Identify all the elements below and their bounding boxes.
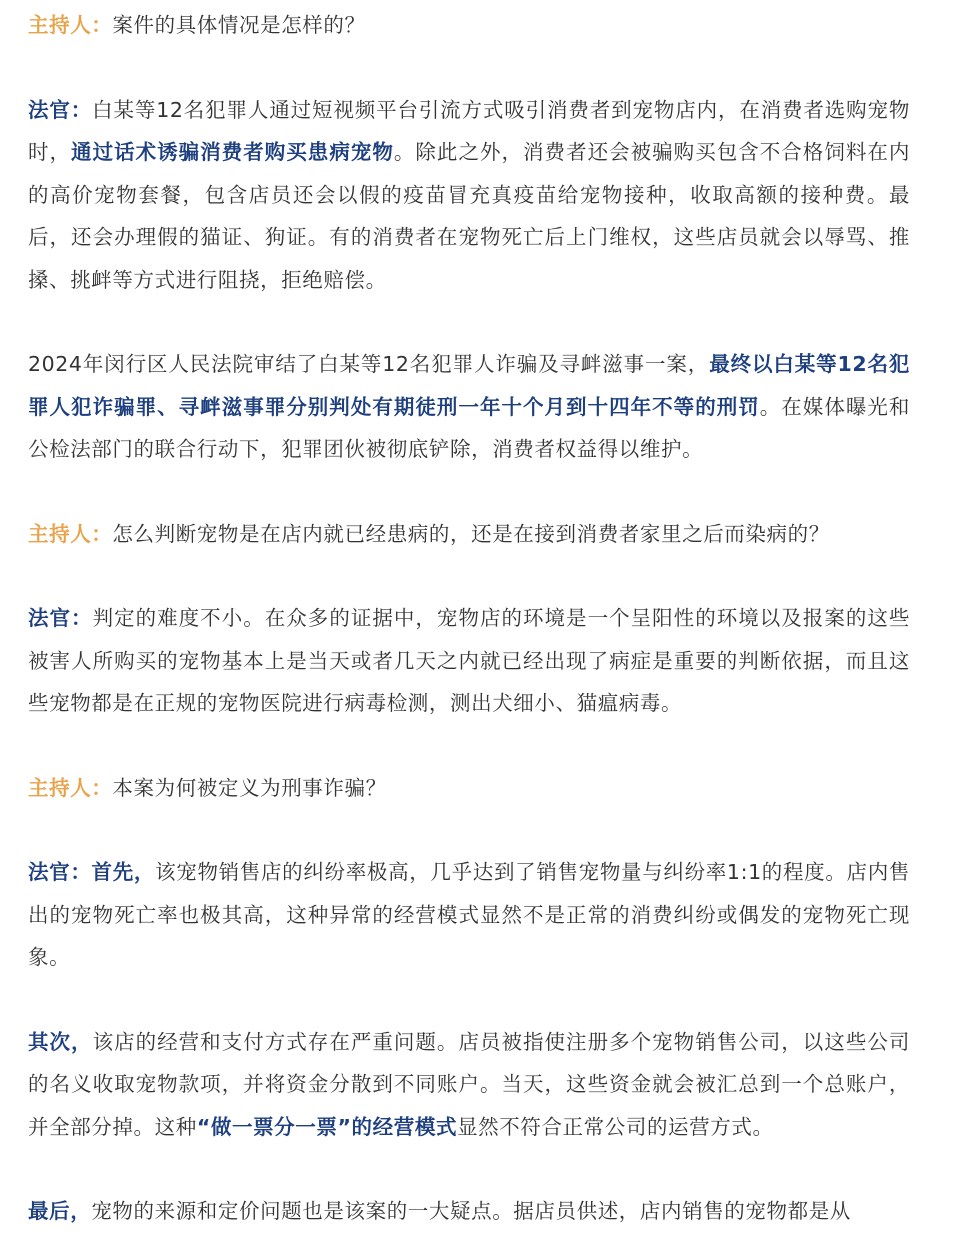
paragraph-third-point bbox=[28, 1190, 910, 1233]
paragraph-host-question-3 bbox=[28, 767, 910, 810]
paragraph-text: 该店的经营和支付方式存在严重问题。店员被指使注册多个宠物销售公司，以这些公司的名义收取宠物款项，并将资金分散到不同账户。当天，这些资金就会被汇总到一个总账户，并全部分掉。这种 bbox=[28, 1029, 910, 1139]
paragraph-text: 2024年闵行区人民法院审结了白某等12名犯罪人诈骗及寻衅滋事一案， bbox=[28, 352, 710, 376]
paragraph-judge-answer-1 bbox=[28, 89, 910, 302]
highlight-text: 最终以白某等12名犯罪人犯诈骗罪、寻衅滋事罪分别判处有期徒刑一年十个月到十四年不等的刑罚 bbox=[28, 352, 911, 419]
paragraph-text: 怎么判断宠物是在店内就已经患病的，还是在接到消费者家里之后而染病的？ bbox=[112, 521, 830, 546]
paragraph-judge-answer-2 bbox=[28, 597, 910, 725]
paragraph-text: 。在媒体曝光和公检法部门的联合行动下，犯罪团伙被彻底铲除，消费者权益得以维护。 bbox=[28, 394, 910, 461]
speaker-label-judge: 法官： bbox=[28, 860, 92, 884]
paragraph-text: 。除此之外，消费者还会被骗购买包含不合格饲料在内的高价宠物套餐，包含店员还会以假的疫苗冒充真疫苗给宠物接种，收取高额的接种费。最后，还会办理假的猫证、狗证。有的消费者在宠物死亡后上门维权，这些店员就会以辱骂、推搡、挑衅等方式进行阻挠，拒绝赔偿。 bbox=[28, 140, 911, 292]
highlight-text: “做一票分一票”的经营模式 bbox=[196, 1114, 458, 1139]
paragraph-text: 判定的难度不小。在众多的证据中，宠物店的环境是一个呈阳性的环境以及报案的这些被害人所购买的宠物基本上是当天或者几天之内就已经出现了病症是重要的判断依据，而且这些宠物都是在正规的宠物医院进行病毒检测，测出犬细小、猫瘟病毒。 bbox=[28, 606, 910, 715]
paragraph-host-question-1 bbox=[28, 4, 910, 47]
highlight-text: 通过话术诱骗消费者购买患病宠物 bbox=[71, 140, 394, 164]
highlight-text: 最后， bbox=[28, 1199, 92, 1223]
speaker-label-host: 主持人： bbox=[28, 13, 113, 37]
highlight-text: 首先， bbox=[91, 860, 156, 884]
highlight-text: 其次， bbox=[28, 1029, 93, 1054]
paragraph-judge-answer-3 bbox=[28, 851, 910, 979]
paragraph-host-question-2 bbox=[28, 513, 910, 556]
paragraph-text: 本案为何被定义为刑事诈骗？ bbox=[112, 775, 387, 800]
paragraph-text: 该宠物销售店的纠纷率极高，几乎达到了销售宠物量与纠纷率1:1的程度。店内售出的宠物死亡率也极其高，这种异常的经营模式显然不是正常的消费纠纷或偶发的宠物死亡现象。 bbox=[28, 860, 910, 969]
speaker-label-host: 主持人： bbox=[28, 775, 113, 800]
paragraph-text: 白某等12名犯罪人通过短视频平台引流方式吸引消费者到宠物店内，在消费者选购宠物时， bbox=[28, 97, 910, 164]
paragraph-text: 宠物的来源和定价问题也是该案的一大疑点。据店员供述，店内销售的宠物都是从 bbox=[91, 1199, 851, 1223]
paragraph-verdict bbox=[28, 343, 910, 471]
paragraph-text: 案件的具体情况是怎样的？ bbox=[112, 13, 366, 37]
speaker-label-host: 主持人： bbox=[28, 521, 113, 546]
speaker-label-judge: 法官： bbox=[28, 606, 93, 630]
speaker-label-judge: 法官： bbox=[28, 97, 93, 122]
paragraph-text: 显然不符合正常公司的运营方式。 bbox=[457, 1114, 774, 1139]
paragraph-second-point bbox=[28, 1021, 910, 1149]
